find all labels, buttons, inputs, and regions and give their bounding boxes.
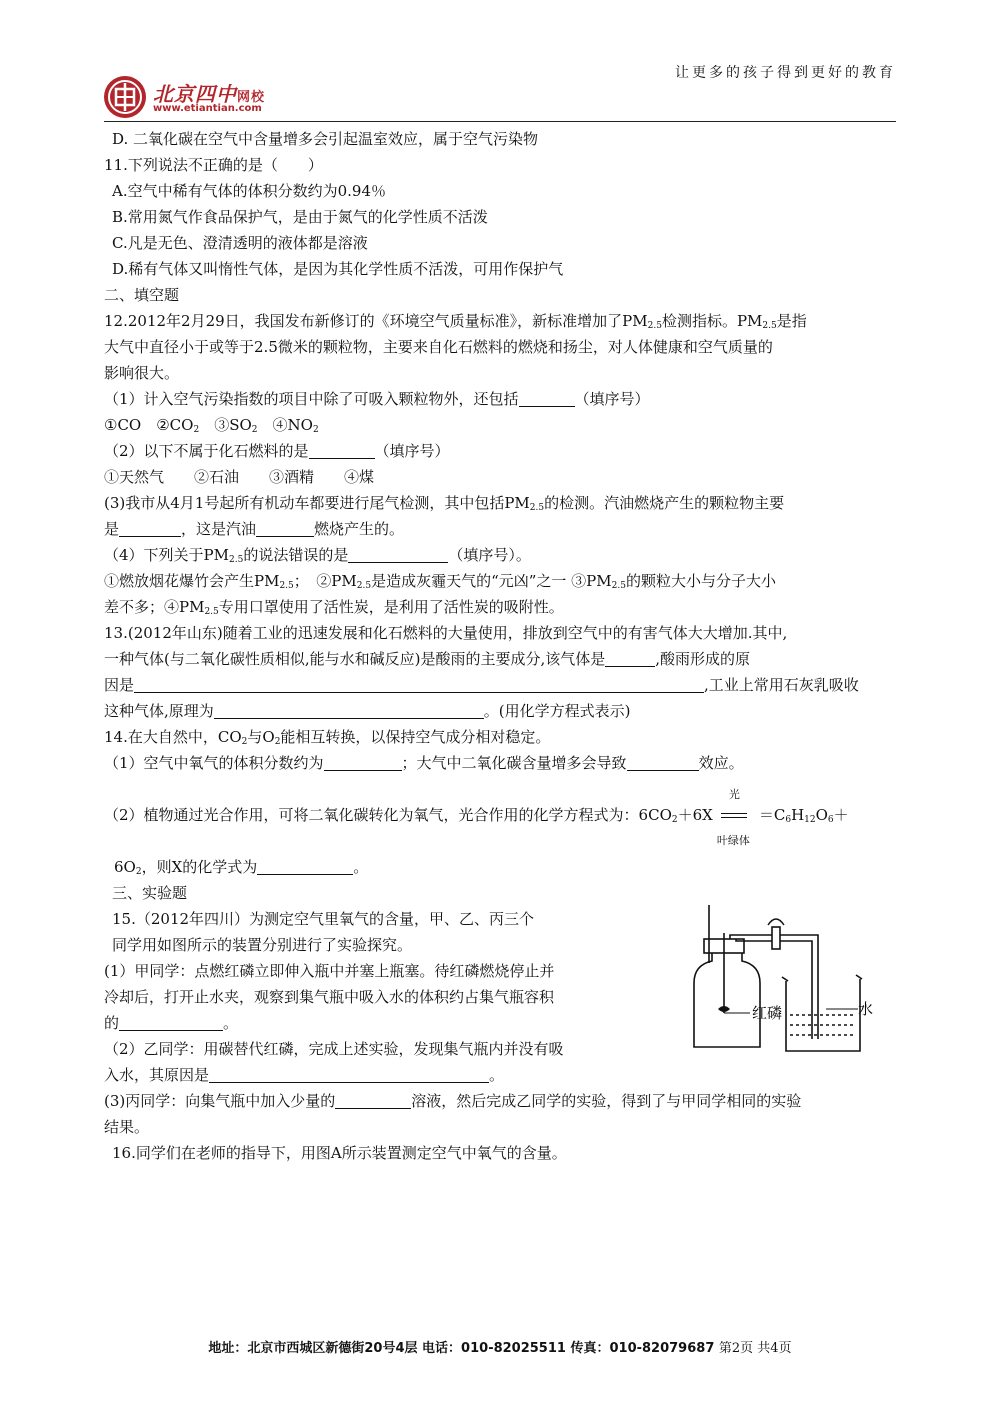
phosphorus-spoon — [718, 1006, 730, 1012]
question-15-line-2: 同学用如图所示的装置分别进行了实验探究。 — [112, 936, 413, 954]
answer-blank[interactable] — [119, 520, 181, 537]
question-12-part-1-options: ①CO $②CO_2$ $③SO_2$ $④NO_2$ — [104, 416, 319, 435]
question-15-part-2-cont: 入水，其原因是 。 — [104, 1066, 505, 1084]
question-15-line-1: 15.（2012年四川）为测定空气里氧气的含量，甲、乙、丙三个 — [112, 910, 535, 928]
question-14-part-2: （2）植物通过光合作用，可将二氧化碳转化为氧气，光合作用的化学方程式为：$6CO_2+6X$ 光 叶绿体 $=C_6H_{12}O_6+$ — [104, 788, 849, 847]
question-12-line-3: 影响很大。 — [104, 364, 180, 382]
option-d-prev: D. 二氧化碳在空气中含量增多会引起温室效应，属于空气污染物 — [112, 130, 539, 148]
header-divider — [104, 121, 896, 122]
answer-blank[interactable] — [605, 650, 655, 667]
question-11-option-a: A.空气中稀有气体的体积分数约为0.94％ — [112, 182, 387, 200]
question-12-part-4-options-cont: 差不多；$④PM_{2.5}$专用口罩使用了活性炭，是利用了活性炭的吸附性。 — [104, 598, 564, 617]
question-13-line-3: 因是 ,工业上常用石灰乳吸收 — [104, 676, 859, 694]
footer-address: 地址：北京市西城区新德街20号4层 电话：010-82025511 传真：010-82079687 — [208, 1341, 715, 1356]
question-15-part-2: （2）乙同学：用碳替代红磷，完成上述实验，发现集气瓶内并没有吸 — [104, 1040, 564, 1058]
reaction-arrow: 光 叶绿体 — [716, 788, 750, 847]
answer-blank[interactable] — [257, 858, 353, 875]
question-11: 11.下列说法不正确的是（ ） — [104, 156, 323, 174]
answer-blank[interactable] — [309, 442, 375, 459]
question-12-line-2: 大气中直径小于或等于2.5微米的颗粒物，主要来自化石燃料的燃烧和扬尘，对人体健康和空气质量的 — [104, 338, 773, 356]
answer-blank[interactable] — [324, 754, 402, 771]
clamp — [772, 927, 780, 949]
question-14-part-2-cont: $6O_2$，则X的化学式为 。 — [114, 858, 369, 877]
question-15-part-1: (1）甲同学：点燃红磷立即伸入瓶中并塞上瓶塞。待红磷燃烧停止并 — [104, 962, 555, 980]
section-fill-in: 二、填空题 — [104, 286, 180, 304]
school-logo — [101, 74, 291, 120]
answer-blank[interactable] — [627, 754, 699, 771]
answer-blank[interactable] — [119, 1014, 223, 1031]
answer-blank[interactable] — [335, 1092, 411, 1109]
question-12-part-3: (3)我市从4月1号起所有机动车都要进行尾气检测，其中包括$PM_{2.5}$的检测。汽油燃烧产生的颗粒物主要 — [104, 494, 785, 513]
question-15-part-3-cont: 结果。 — [104, 1118, 150, 1136]
question-11-option-b: B.常用氮气作食品保护气，是由于氮气的化学性质不活泼 — [112, 208, 488, 226]
answer-blank[interactable] — [256, 520, 314, 537]
section-experiment: 三、实验题 — [112, 884, 188, 902]
question-12-part-1: （1）计入空气污染指数的项目中除了可吸入颗粒物外，还包括 （填序号） — [104, 390, 650, 408]
apparatus-figure — [690, 903, 910, 1053]
label-phosphorus: 红磷 — [752, 1004, 783, 1022]
logo-url: www.etiantian.com — [153, 103, 262, 114]
question-13-line-1: 13.(2012年山东)随着工业的迅速发展和化石燃料的大量使用，排放到空气中的有害气体大大增加.其中, — [104, 624, 788, 642]
answer-blank[interactable] — [519, 390, 575, 407]
question-13-line-2: 一种气体(与二氧化碳性质相似,能与水和碱反应)是酸雨的主要成分,该气体是 ,酸雨形成的原 — [104, 650, 751, 668]
question-12-part-4-options: ①燃放烟花爆竹会产生$PM_{2.5}$； $②PM_{2.5}$是造成灰霾天气的“元凶”之一 $③PM_{2.5}$的颗粒大小与分子大小 — [104, 572, 776, 591]
question-15-part-1-end: 的 。 — [104, 1014, 239, 1032]
question-14-part-1: （1）空气中氧气的体积分数约为 ；大气中二氧化碳含量增多会导致 效应。 — [104, 754, 744, 772]
answer-blank[interactable] — [209, 1066, 489, 1083]
logo-name-suffix: 网校 — [237, 90, 266, 105]
question-13-line-4: 这种气体,原理为 。(用化学方程式表示) — [104, 702, 631, 720]
question-12-part-4: （4）下列关于$PM_{2.5}$的说法错误的是 （填序号）。 — [104, 546, 531, 565]
gas-bottle — [694, 953, 760, 1047]
question-12-line-1: 12.2012年2月29日，我国发布新修订的《环境空气质量标准》，新标准增加了$PM_{2.5}$检测指标。$PM_{2.5}$是指 — [104, 312, 807, 331]
question-16: 16.同学们在老师的指导下，用图A所示装置测定空气中氧气的含量。 — [112, 1144, 567, 1162]
answer-blank[interactable] — [134, 676, 704, 693]
question-11-option-d: D.稀有气体又叫惰性气体，是因为其化学性质不活泼，可用作保护气 — [112, 260, 564, 278]
answer-blank[interactable] — [348, 546, 448, 563]
question-14-line-1: 14.在大自然中，$CO_2$与$O_2$能相互转换，以保持空气成分相对稳定。 — [104, 728, 551, 747]
question-15-part-3: (3)丙同学：向集气瓶中加入少量的 溶液，然后完成乙同学的实验，得到了与甲同学相同的实验 — [104, 1092, 802, 1110]
logo-emblem-icon — [101, 74, 149, 120]
question-12-part-2-options: ①天然气 ②石油 ③酒精 ④煤 — [104, 468, 375, 486]
question-12-part-2: （2）以下不属于化石燃料的是 （填序号） — [104, 442, 450, 460]
header-slogan: 让更多的孩子得到更好的教育 — [675, 65, 896, 81]
answer-blank[interactable] — [214, 702, 484, 719]
question-12-part-3-cont: 是 ，这是汽油 燃烧产生的。 — [104, 520, 405, 538]
page-footer — [0, 1337, 1000, 1356]
question-15-part-1-cont: 冷却后，打开止水夹，观察到集气瓶中吸入水的体积约占集气瓶容积 — [104, 988, 555, 1006]
question-11-option-c: C.凡是无色、澄清透明的液体都是溶液 — [112, 234, 368, 252]
label-water: 水 — [858, 1000, 874, 1018]
logo-name-main: 北京四中 — [153, 82, 237, 106]
footer-page-number: 第2页 共4页 — [718, 1341, 792, 1356]
